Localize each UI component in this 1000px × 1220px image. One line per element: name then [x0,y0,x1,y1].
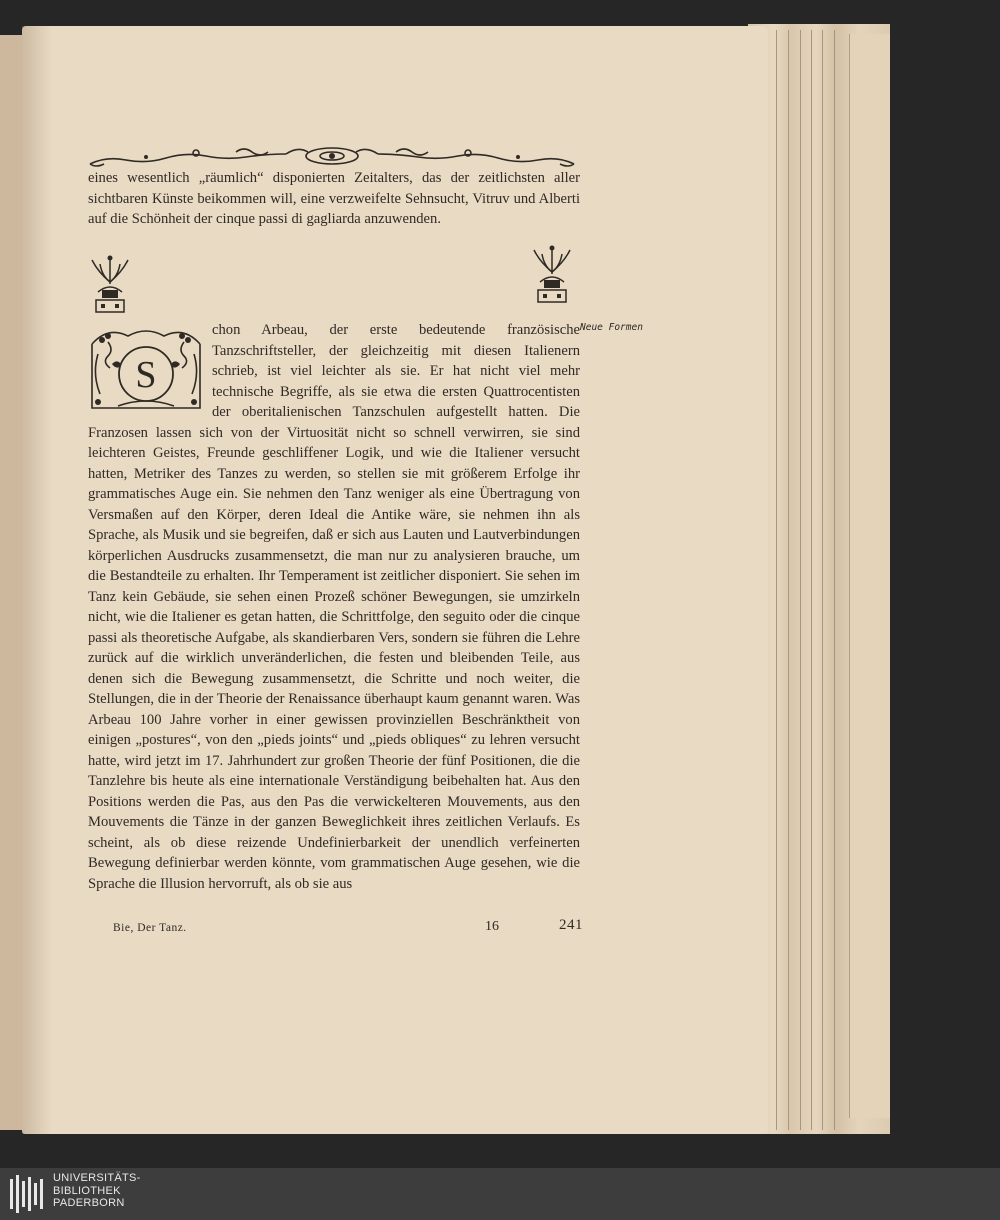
header-ornament-icon [86,142,578,170]
library-band [0,1168,1000,1220]
marginal-note: Neue Formen [580,322,643,333]
library-name: UNIVERSITÄTS- BIBLIOTHEK PADERBORN [53,1172,141,1209]
library-logo-icon [8,1173,48,1215]
main-paragraph: S chon Arbeau, der erste bedeutende französische Tanzschriftsteller, der gleichzeitig mit diesen Italienern schrieb, ist viel leichter als sie. Er hat nicht viel mehr technische Begriffe, als sie etwa die ersten Quattrocentisten der oberitalienischen Tanzschulen aufgestellt hatten. Die Franzosen lassen sich von der Virtuosität nicht so schnell verwirren, sie sind leichteren Geistes, Freunde geschliffener Logik, und wie die Italiener versucht hatten, Metriker des Tanzes zu werden, so stellen sie mit größerem Erfolge ihr grammatisches Auge ein. Sie nehmen den Tanz weniger als eine Übertragung von Versmaßen auf den Körper, deren Ideal die Antike wäre, sie nehmen ihn als Sprache, als Musik und sie begreifen, daß er sich aus Lauten und Lautverbindungen körperlichen Ausdrucks zusammensetzt, die man nur zu analysieren brauche, um die Bestandteile zu erhalten. Ihr Temperament ist zeitlicher disponiert. Sie sehen im Tanz kein Gebäude, sie sehen einen Prozeß schöner Bewegungen, sie umzirkeln nicht, wie die Italiener es getan hatten, die Schrittfolge, den seguito oder die cinque passi als theoretische Aufgabe, als skandierbaren Vers, sondern sie führen die Lehre zurück auf die wirklich unveränderlichen, die festen und bleibenden Teile, aus denen sich die Bewegung zusammensetzt, die Schritte und noch weiter, die Stellungen, die in der Theorie der Renaissance überhaupt kaum genannt waren. Was Arbeau 100 Jahre vorher in einer gewissen provinziellen Beschränktheit von einigen „postures“, von den „pieds joints“ und „pieds obliques“ zu lehren versucht hatte, wird jetzt im 17. Jahrhundert zur großen Theorie der fünf Positionen, die die Tanzlehre bis heute als eine internationale Verständigung beibehalten hat. Aus den Positions werden die Pas, aus den Pas die verwickelteren Mouvements, aus den Mouvements die Tänze in der ganzen Beweglichkeit ihres zeitlichen Verlaufs. Es scheint, als ob diese reizende Undefinierbarkeit der unendlich verfeinerten Bewegung definierbar werden könnte, vom grammatischen Auge gesehen, wie die Sprache die Illusion hervorruft, als ob sie aus [88,322,580,892]
footer-sheet-number: 16 [485,919,499,934]
left-vase-ornament-icon [88,254,132,316]
page-number: 241 [559,917,583,933]
page-stack [748,24,890,1134]
dropcap-letter: S [135,354,157,396]
footer-signature: Bie, Der Tanz. [113,922,187,934]
top-paragraph: eines wesentlich „räumlich“ disponierten Zeitalters, das der zeitlichsten aller sichtbaren Künste beikommen will, eine verzweifelte Sehnsucht, Vitruv und Alberti auf die Schönheit der cinque passi di gagliarda anzuwenden. [88,170,580,227]
dropcap-ornament [88,324,204,414]
right-vase-ornament-icon [530,244,574,306]
